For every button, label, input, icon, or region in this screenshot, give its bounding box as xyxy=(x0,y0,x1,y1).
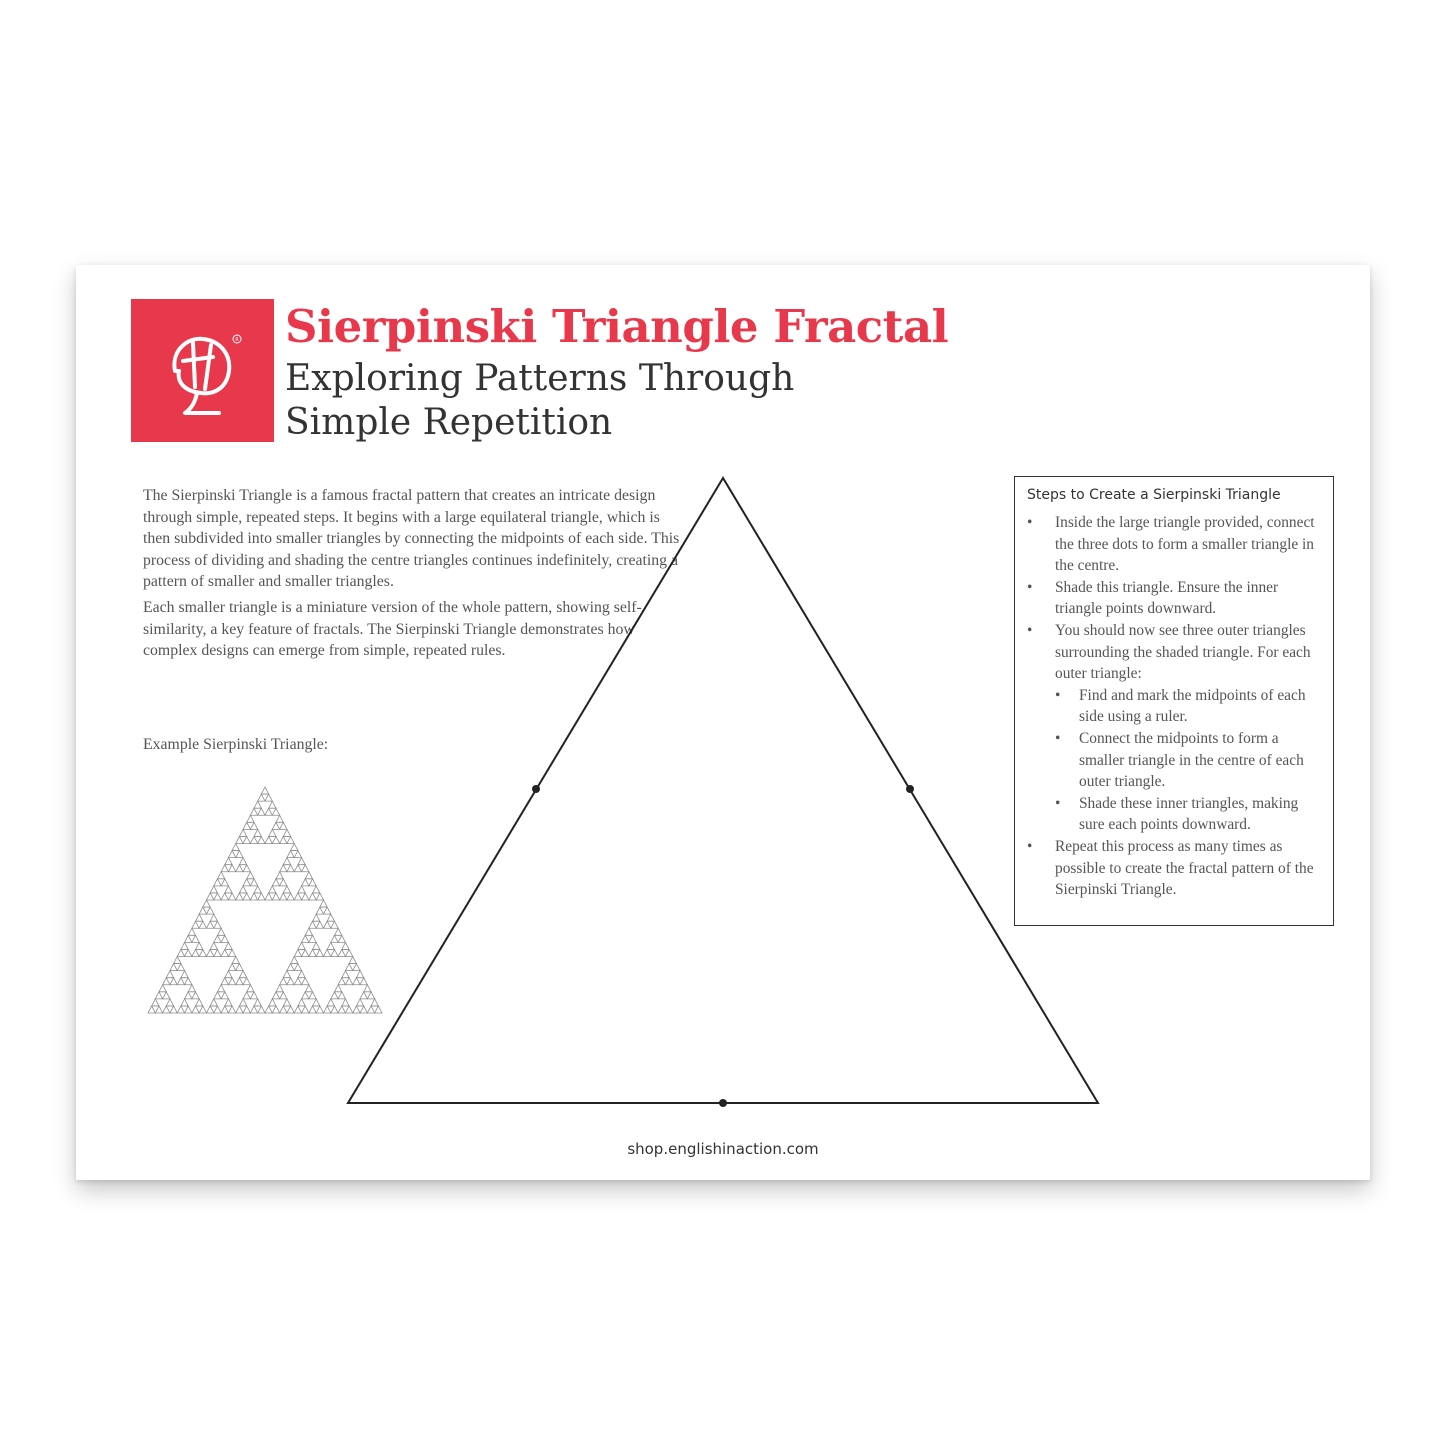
fractal-triangle xyxy=(291,957,298,964)
fractal-triangle xyxy=(236,865,243,872)
fractal-triangle xyxy=(324,921,331,928)
fractal-triangle xyxy=(214,992,221,999)
fractal-triangle xyxy=(225,886,232,893)
fractal-triangle xyxy=(272,893,279,900)
fractal-triangle xyxy=(276,815,283,822)
fractal-triangle xyxy=(254,829,261,836)
fractal-triangle xyxy=(250,808,257,815)
fractal-triangle xyxy=(309,949,316,956)
fractal-triangle xyxy=(236,964,243,971)
fractal-triangle xyxy=(236,978,243,985)
subtitle-line-1: Exploring Patterns Through xyxy=(285,358,795,399)
fractal-triangle xyxy=(265,836,272,843)
fractal-triangle xyxy=(250,1006,257,1013)
fractal-triangle xyxy=(327,914,334,921)
fractal-triangle xyxy=(302,949,309,956)
fractal-triangle xyxy=(331,1006,338,1013)
fractal-triangle xyxy=(327,999,334,1006)
fractal-triangle xyxy=(221,949,228,956)
fractal-triangle xyxy=(298,999,305,1006)
fractal-triangle xyxy=(250,893,257,900)
fractal-triangle xyxy=(316,949,323,956)
subtitle-line-2: Simple Repetition xyxy=(285,402,613,443)
steps-list xyxy=(1015,512,1333,901)
fractal-triangle xyxy=(338,978,345,985)
fractal-triangle xyxy=(250,822,257,829)
fractal-triangle xyxy=(276,872,283,879)
fractal-triangle xyxy=(163,978,170,985)
fractal-triangle xyxy=(207,893,214,900)
fractal-triangle xyxy=(309,1006,316,1013)
fractal-triangle xyxy=(163,1006,170,1013)
step-item: • Inside the large triangle provided, connect the three dots to form a smaller triangle in the centre. xyxy=(1015,512,1333,577)
fractal-triangle xyxy=(298,886,305,893)
step-item: • You should now see three outer triangles surrounding the shaded triangle. For each outer triangle: xyxy=(1015,620,1333,685)
fractal-triangle xyxy=(199,921,206,928)
fractal-triangle xyxy=(302,978,309,985)
fractal-triangle xyxy=(243,893,250,900)
fractal-triangle xyxy=(210,999,217,1006)
fractal-triangle xyxy=(228,893,235,900)
fractal-triangle xyxy=(287,978,294,985)
fractal-triangle xyxy=(287,851,294,858)
fractal-triangle xyxy=(294,978,301,985)
fractal-triangle xyxy=(181,942,188,949)
fractal-triangle xyxy=(302,992,309,999)
fractal-triangle xyxy=(221,992,228,999)
midpoint-dot-right[interactable] xyxy=(906,785,914,793)
fractal-triangle xyxy=(243,865,250,872)
fractal-triangle xyxy=(316,893,323,900)
steps-title: Steps to Create a Sierpinski Triangle xyxy=(1027,487,1281,503)
step-subitem: • Find and mark the midpoints of each side using a ruler. xyxy=(1015,685,1333,728)
fractal-triangle xyxy=(236,851,243,858)
fractal-triangle xyxy=(225,858,232,865)
footer-url: shop.englishinaction.com xyxy=(627,1140,819,1158)
fractal-triangle xyxy=(254,999,261,1006)
fractal-triangle xyxy=(243,836,250,843)
fractal-triangle xyxy=(316,1006,323,1013)
fractal-triangle xyxy=(291,844,298,851)
fractal-triangle xyxy=(177,964,184,971)
fractal-triangle xyxy=(272,992,279,999)
fractal-triangle xyxy=(324,949,331,956)
fractal-triangle xyxy=(174,957,181,964)
fractal-triangle xyxy=(302,935,309,942)
fractal-triangle xyxy=(185,949,192,956)
fractal-triangle xyxy=(269,999,276,1006)
fractal-triangle xyxy=(272,879,279,886)
fractal-triangle xyxy=(192,935,199,942)
fractal-triangle xyxy=(294,1006,301,1013)
step-item: • Repeat this process as many times as possible to create the fractal pattern of the Sierpinski Triangle. xyxy=(1015,836,1333,901)
fractal-triangle xyxy=(210,886,217,893)
step-item: • Shade this triangle. Ensure the inner triangle points downward. xyxy=(1015,577,1333,620)
midpoint-dot-bottom[interactable] xyxy=(719,1099,727,1107)
fractal-triangle xyxy=(225,999,232,1006)
fractal-triangle xyxy=(221,978,228,985)
fractal-triangle xyxy=(272,822,279,829)
fractal-triangle xyxy=(155,1006,162,1013)
intro-paragraph-1: The Sierpinski Triangle is a famous fractal pattern that creates an intricate design through simple, repeated steps. It begins with a large equilateral triangle, which is then subdivided into smaller triangles by connecting the midpoints of each side. This process of dividing and shading the centre triangles continues indefinitely, creating a pattern of smaller and smaller triangles. xyxy=(143,487,680,591)
fractal-triangle xyxy=(221,865,228,872)
brand-logo xyxy=(131,299,274,442)
fractal-triangle xyxy=(331,921,338,928)
fractal-triangle xyxy=(298,858,305,865)
fractal-triangle xyxy=(239,886,246,893)
fractal-triangle xyxy=(196,942,203,949)
fractal-triangle xyxy=(338,992,345,999)
fractal-triangle xyxy=(334,985,341,992)
fractal-triangle xyxy=(207,1006,214,1013)
fractal-triangle xyxy=(243,978,250,985)
fractal-triangle xyxy=(280,879,287,886)
fractal-triangle xyxy=(313,886,320,893)
fractal-triangle xyxy=(258,893,265,900)
fractal-triangle xyxy=(199,949,206,956)
fractal-triangle xyxy=(152,999,159,1006)
fractal-triangle xyxy=(287,865,294,872)
fractal-triangle xyxy=(243,992,250,999)
fractal-triangle xyxy=(294,893,301,900)
fractal-triangle xyxy=(309,992,316,999)
fractal-triangle xyxy=(210,942,217,949)
fractal-triangle xyxy=(217,928,224,935)
fractal-triangle xyxy=(188,985,195,992)
fractal-triangle xyxy=(269,829,276,836)
fractal-triangle xyxy=(309,921,316,928)
fractal-triangle xyxy=(199,907,206,914)
step-subitem: • Connect the midpoints to form a smaller triangle in the centre of each outer triangle. xyxy=(1015,728,1333,793)
fractal-triangle xyxy=(265,1006,272,1013)
fractal-triangle xyxy=(280,822,287,829)
fractal-triangle xyxy=(185,1006,192,1013)
fractal-triangle xyxy=(280,992,287,999)
fractal-triangle xyxy=(221,935,228,942)
fractal-triangle xyxy=(243,822,250,829)
fractal-triangle xyxy=(265,794,272,801)
fractal-triangle xyxy=(166,971,173,978)
fractal-triangle xyxy=(239,858,246,865)
fractal-triangle xyxy=(338,1006,345,1013)
fractal-triangle xyxy=(269,801,276,808)
fractal-triangle xyxy=(294,851,301,858)
fractal-triangle xyxy=(207,949,214,956)
fractal-triangle xyxy=(331,935,338,942)
fractal-triangle xyxy=(331,949,338,956)
fractal-triangle xyxy=(331,992,338,999)
fractal-triangle xyxy=(236,893,243,900)
fractal-triangle xyxy=(287,1006,294,1013)
fractal-triangle xyxy=(192,1006,199,1013)
fractal-triangle xyxy=(316,907,323,914)
worksheet-page xyxy=(76,265,1370,1180)
fractal-triangle xyxy=(250,836,257,843)
fractal-triangle xyxy=(258,1006,265,1013)
fractal-triangle xyxy=(254,801,261,808)
fractal-triangle xyxy=(309,879,316,886)
fractal-triangle xyxy=(272,808,279,815)
midpoint-dot-left[interactable] xyxy=(532,785,540,793)
fractal-triangle xyxy=(250,879,257,886)
step-subitem: • Shade these inner triangles, making sure each points downward. xyxy=(1015,793,1333,836)
fractal-triangle xyxy=(338,949,345,956)
fractal-triangle xyxy=(177,949,184,956)
fractal-triangle xyxy=(258,808,265,815)
fractal-triangle xyxy=(170,978,177,985)
fractal-triangle xyxy=(272,836,279,843)
fractal-triangle xyxy=(214,879,221,886)
fractal-triangle xyxy=(170,964,177,971)
fractal-triangle xyxy=(199,1006,206,1013)
fractal-triangle xyxy=(298,971,305,978)
fractal-triangle xyxy=(228,964,235,971)
fractal-triangle xyxy=(283,858,290,865)
fractal-triangle xyxy=(217,985,224,992)
fractal-triangle xyxy=(272,1006,279,1013)
fractal-triangle xyxy=(243,1006,250,1013)
fractal-triangle xyxy=(166,999,173,1006)
fractal-triangle xyxy=(269,886,276,893)
fractal-triangle xyxy=(232,844,239,851)
fractal-triangle xyxy=(214,949,221,956)
fractal-triangle xyxy=(228,978,235,985)
fractal-triangle xyxy=(283,886,290,893)
fractal-triangle xyxy=(302,893,309,900)
fractal-triangle xyxy=(313,914,320,921)
fractal-triangle xyxy=(305,928,312,935)
fractal-triangle xyxy=(265,808,272,815)
fractal-triangle xyxy=(302,879,309,886)
fractal-triangle xyxy=(177,978,184,985)
fractal-triangle xyxy=(309,935,316,942)
large-triangle xyxy=(348,478,1098,1103)
fractal-triangle xyxy=(324,907,331,914)
fractal-triangle xyxy=(324,1006,331,1013)
fractal-triangle xyxy=(302,865,309,872)
fractal-triangle xyxy=(313,999,320,1006)
fractal-triangle xyxy=(228,1006,235,1013)
fractal-triangle xyxy=(247,872,254,879)
fractal-triangle xyxy=(192,921,199,928)
fractal-triangle xyxy=(239,971,246,978)
page-title: Sierpinski Triangle Fractal xyxy=(285,300,949,353)
fractal-triangle xyxy=(239,829,246,836)
fractal-triangle xyxy=(327,942,334,949)
fractal-triangle xyxy=(185,978,192,985)
fractal-triangle xyxy=(280,893,287,900)
fractal-triangle xyxy=(221,879,228,886)
svg-text:R: R xyxy=(235,337,239,343)
fractal-triangle xyxy=(228,949,235,956)
fractal-triangle xyxy=(196,999,203,1006)
fractal-triangle xyxy=(247,815,254,822)
fractal-triangle xyxy=(294,964,301,971)
steps-box xyxy=(1014,476,1334,926)
fractal-triangle xyxy=(192,992,199,999)
fractal-triangle xyxy=(283,829,290,836)
fractal-triangle xyxy=(232,957,239,964)
fractal-triangle xyxy=(258,794,265,801)
fractal-triangle xyxy=(192,949,199,956)
fractal-triangle xyxy=(294,949,301,956)
fractal-triangle xyxy=(148,1006,155,1013)
fractal-triangle xyxy=(214,921,221,928)
fractal-triangle xyxy=(247,985,254,992)
fractal-triangle xyxy=(313,942,320,949)
fractal-triangle xyxy=(155,992,162,999)
fractal-triangle xyxy=(243,879,250,886)
intro-paragraph-2: Each smaller triangle is a miniature version of the whole pattern, showing self-similarity, a key feature of fractals. The Sierpinski Triangle demonstrates how complex designs can emerge from simple, repeated rules. xyxy=(143,598,642,660)
fractal-triangle xyxy=(276,985,283,992)
fractal-triangle xyxy=(305,872,312,879)
fractal-triangle xyxy=(214,935,221,942)
fractal-triangle xyxy=(214,1006,221,1013)
page-subtitle xyxy=(285,357,845,445)
fractal-triangle xyxy=(214,893,221,900)
fractal-triangle xyxy=(236,836,243,843)
fractal-triangle xyxy=(320,900,327,907)
fractal-triangle xyxy=(225,942,232,949)
fractal-triangle xyxy=(298,942,305,949)
fractal-triangle xyxy=(207,907,214,914)
fractal-triangle xyxy=(188,928,195,935)
fractal-triangle xyxy=(265,893,272,900)
english-in-action-logo-icon xyxy=(131,299,274,442)
fractal-triangle xyxy=(210,914,217,921)
fractal-triangle xyxy=(338,935,345,942)
fractal-triangle xyxy=(309,893,316,900)
fractal-triangle xyxy=(207,921,214,928)
fractal-triangle xyxy=(280,865,287,872)
fractal-triangle xyxy=(250,992,257,999)
fractal-triangle xyxy=(280,1006,287,1013)
blank-triangle-drawing-area[interactable] xyxy=(346,475,1106,1115)
fractal-triangle xyxy=(305,985,312,992)
fractal-triangle xyxy=(159,985,166,992)
fractal-triangle xyxy=(287,893,294,900)
fractal-triangle xyxy=(228,851,235,858)
fractal-triangle xyxy=(181,971,188,978)
fractal-triangle xyxy=(177,1006,184,1013)
fractal-triangle xyxy=(287,836,294,843)
example-label: Example Sierpinski Triangle: xyxy=(143,736,329,753)
fractal-triangle xyxy=(280,836,287,843)
fractal-triangle xyxy=(228,865,235,872)
fractal-triangle xyxy=(236,1006,243,1013)
fractal-triangle xyxy=(283,971,290,978)
fractal-triangle xyxy=(196,914,203,921)
fractal-triangle xyxy=(258,836,265,843)
fractal-triangle xyxy=(221,1006,228,1013)
fractal-triangle xyxy=(261,787,268,794)
fractal-triangle xyxy=(203,900,210,907)
fractal-triangle xyxy=(185,935,192,942)
fractal-triangle xyxy=(221,893,228,900)
fractal-triangle xyxy=(283,999,290,1006)
fractal-triangle xyxy=(217,872,224,879)
fractal-triangle xyxy=(302,1006,309,1013)
fractal-triangle xyxy=(170,1006,177,1013)
fractal-triangle xyxy=(185,992,192,999)
fractal-triangle xyxy=(280,978,287,985)
fractal-triangle xyxy=(254,886,261,893)
fractal-triangle xyxy=(287,964,294,971)
fractal-triangle xyxy=(334,928,341,935)
fractal-triangle xyxy=(316,921,323,928)
fractal-triangle xyxy=(239,999,246,1006)
fractal-triangle xyxy=(294,865,301,872)
fractal-triangle xyxy=(163,992,170,999)
fractal-triangle xyxy=(225,971,232,978)
fractal-triangle xyxy=(181,999,188,1006)
